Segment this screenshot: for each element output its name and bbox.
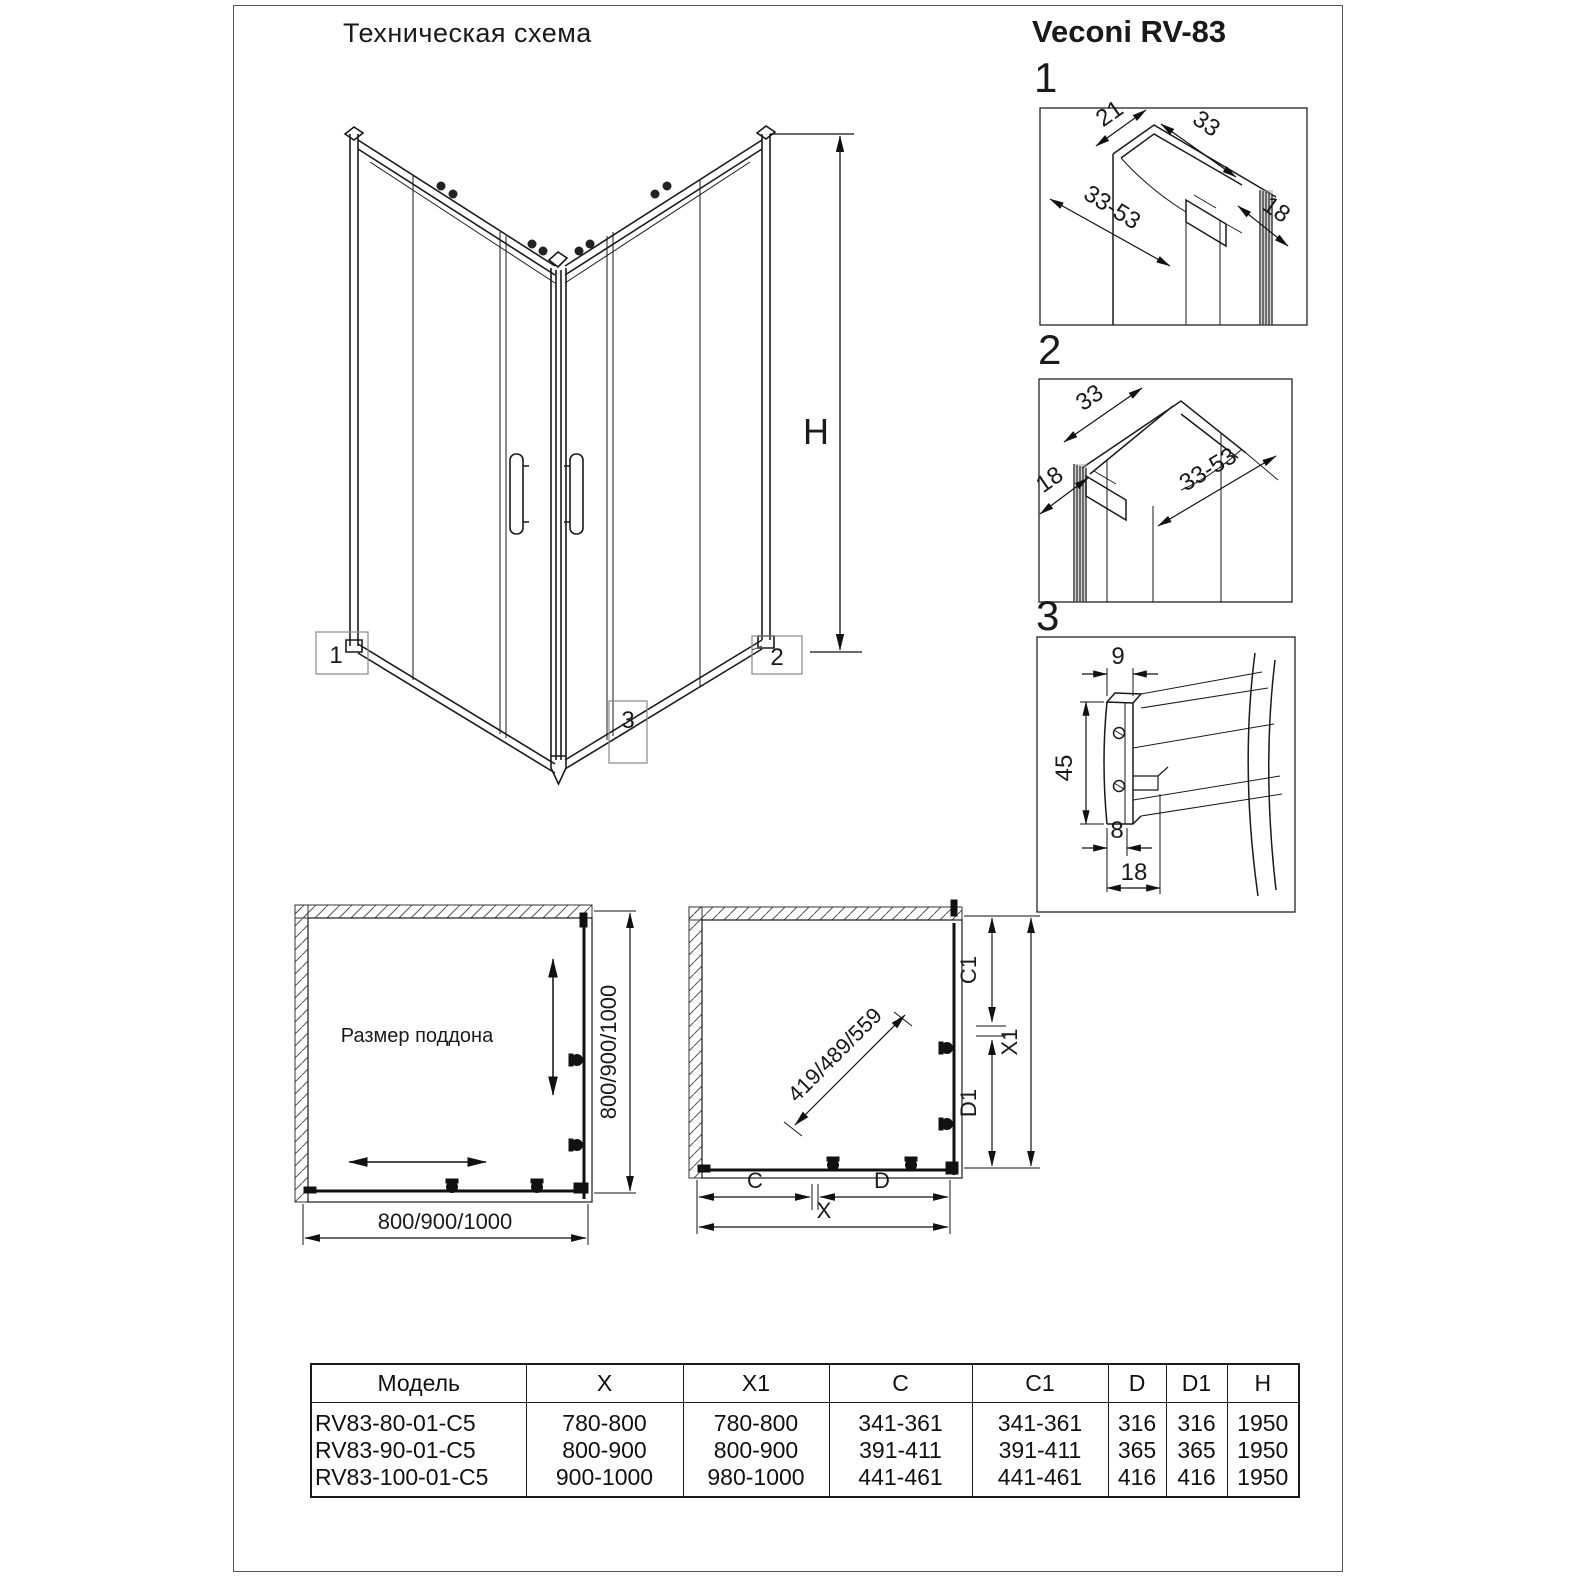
tray-size-caption: Размер поддона	[340, 1025, 494, 1047]
detail-2-dim-33-53: 33-53	[1174, 442, 1242, 497]
cell-h: 1950	[1227, 1437, 1299, 1464]
header-d1: D1	[1166, 1364, 1227, 1403]
callout-3-label: 3	[621, 707, 635, 734]
detail-2-drawing	[1030, 358, 1320, 613]
enclosure-frame-lines	[345, 126, 775, 784]
cell-model: RV83-90-01-C5	[311, 1437, 526, 1464]
callout-boxes	[316, 632, 802, 763]
tray-profiles	[304, 913, 588, 1199]
header-d: D	[1108, 1364, 1166, 1403]
detail-1-dim-33: 33	[1187, 105, 1225, 143]
header-c1: C1	[972, 1364, 1108, 1403]
dim-d1: D1	[956, 1088, 981, 1118]
cell-c: 391-411	[829, 1437, 972, 1464]
callout-1-label: 1	[329, 642, 343, 669]
cell-d: 365	[1108, 1437, 1166, 1464]
model-dimensions-table	[310, 1363, 1300, 1498]
detail-1-number: 1	[1034, 54, 1058, 101]
dim-x: X	[816, 1198, 832, 1223]
table-row	[311, 1464, 1299, 1497]
detail-1-dim-18: 18	[1257, 191, 1295, 229]
header-x1: X1	[683, 1364, 829, 1403]
cell-c: 341-361	[829, 1403, 972, 1438]
cell-x1: 980-1000	[683, 1464, 829, 1497]
cell-d: 316	[1108, 1403, 1166, 1438]
header-c: C	[829, 1364, 972, 1403]
table-row	[311, 1437, 1299, 1464]
cell-x1: 780-800	[683, 1403, 829, 1438]
diagonal-dimension: 419/489/559	[782, 1002, 887, 1107]
cell-model: RV83-80-01-C5	[311, 1403, 526, 1438]
tray-depth-dimension: 800/900/1000	[596, 984, 621, 1120]
height-dimension-label: H	[803, 411, 829, 452]
cell-c1: 441-461	[972, 1464, 1108, 1497]
detail-1-dim-33-53: 33-53	[1078, 179, 1146, 236]
detail-2-dim-18: 18	[1031, 461, 1069, 499]
tray-width-dimension: 800/900/1000	[377, 1209, 513, 1234]
cell-h: 1950	[1227, 1464, 1299, 1497]
callout-2-label: 2	[770, 644, 784, 671]
cell-d1: 416	[1166, 1464, 1227, 1497]
dim-c: C	[747, 1168, 763, 1193]
plan-profiles	[698, 900, 958, 1175]
detail-2-profile-lines	[1073, 401, 1278, 602]
cell-c1: 391-411	[972, 1437, 1108, 1464]
sliding-direction-arrows	[349, 959, 553, 1162]
header-x: X	[526, 1364, 683, 1403]
detail-2-number: 2	[1038, 326, 1062, 373]
dim-c1: C1	[956, 955, 981, 985]
cell-x: 800-900	[526, 1437, 683, 1464]
cell-h: 1950	[1227, 1403, 1299, 1438]
plan-view-tray	[278, 895, 648, 1260]
tray-walls	[295, 905, 592, 1202]
main-isometric-drawing	[270, 88, 890, 808]
detail-3-dim-8: 8	[1110, 817, 1124, 844]
cell-x1: 800-900	[683, 1437, 829, 1464]
cell-c: 441-461	[829, 1464, 972, 1497]
detail-3-dim-18: 18	[1120, 859, 1148, 886]
table-row	[311, 1403, 1299, 1438]
cell-model: RV83-100-01-C5	[311, 1464, 526, 1497]
detail-1-drawing	[1030, 94, 1320, 339]
dim-x1: X1	[997, 1028, 1022, 1056]
detail-3-dim-45: 45	[1051, 754, 1078, 782]
detail-1-profile-lines	[1113, 125, 1276, 325]
plan-view-dimensions	[658, 878, 1088, 1248]
header-model: Модель	[311, 1364, 526, 1403]
dim-d: D	[874, 1168, 890, 1193]
plan-walls	[689, 907, 962, 1178]
brand-model-title: Veconi RV-83	[1032, 14, 1227, 49]
tray-dimension-lines	[303, 911, 636, 1245]
detail-3-dim-9: 9	[1111, 643, 1125, 670]
cell-c1: 341-361	[972, 1403, 1108, 1438]
cell-d1: 316	[1166, 1403, 1227, 1438]
cell-x: 900-1000	[526, 1464, 683, 1497]
header-h: H	[1227, 1364, 1299, 1403]
roller-wheels	[437, 182, 672, 256]
door-handles	[510, 454, 583, 534]
detail-1-dim-21: 21	[1091, 95, 1129, 133]
height-dimension	[770, 134, 862, 652]
cell-d: 416	[1108, 1464, 1166, 1497]
table-header-row	[311, 1364, 1299, 1403]
page-title: Техническая схема	[343, 18, 592, 48]
cell-d1: 365	[1166, 1437, 1227, 1464]
detail-3-number: 3	[1036, 592, 1060, 639]
cell-x: 780-800	[526, 1403, 683, 1438]
detail-2-dim-33: 33	[1071, 379, 1109, 417]
